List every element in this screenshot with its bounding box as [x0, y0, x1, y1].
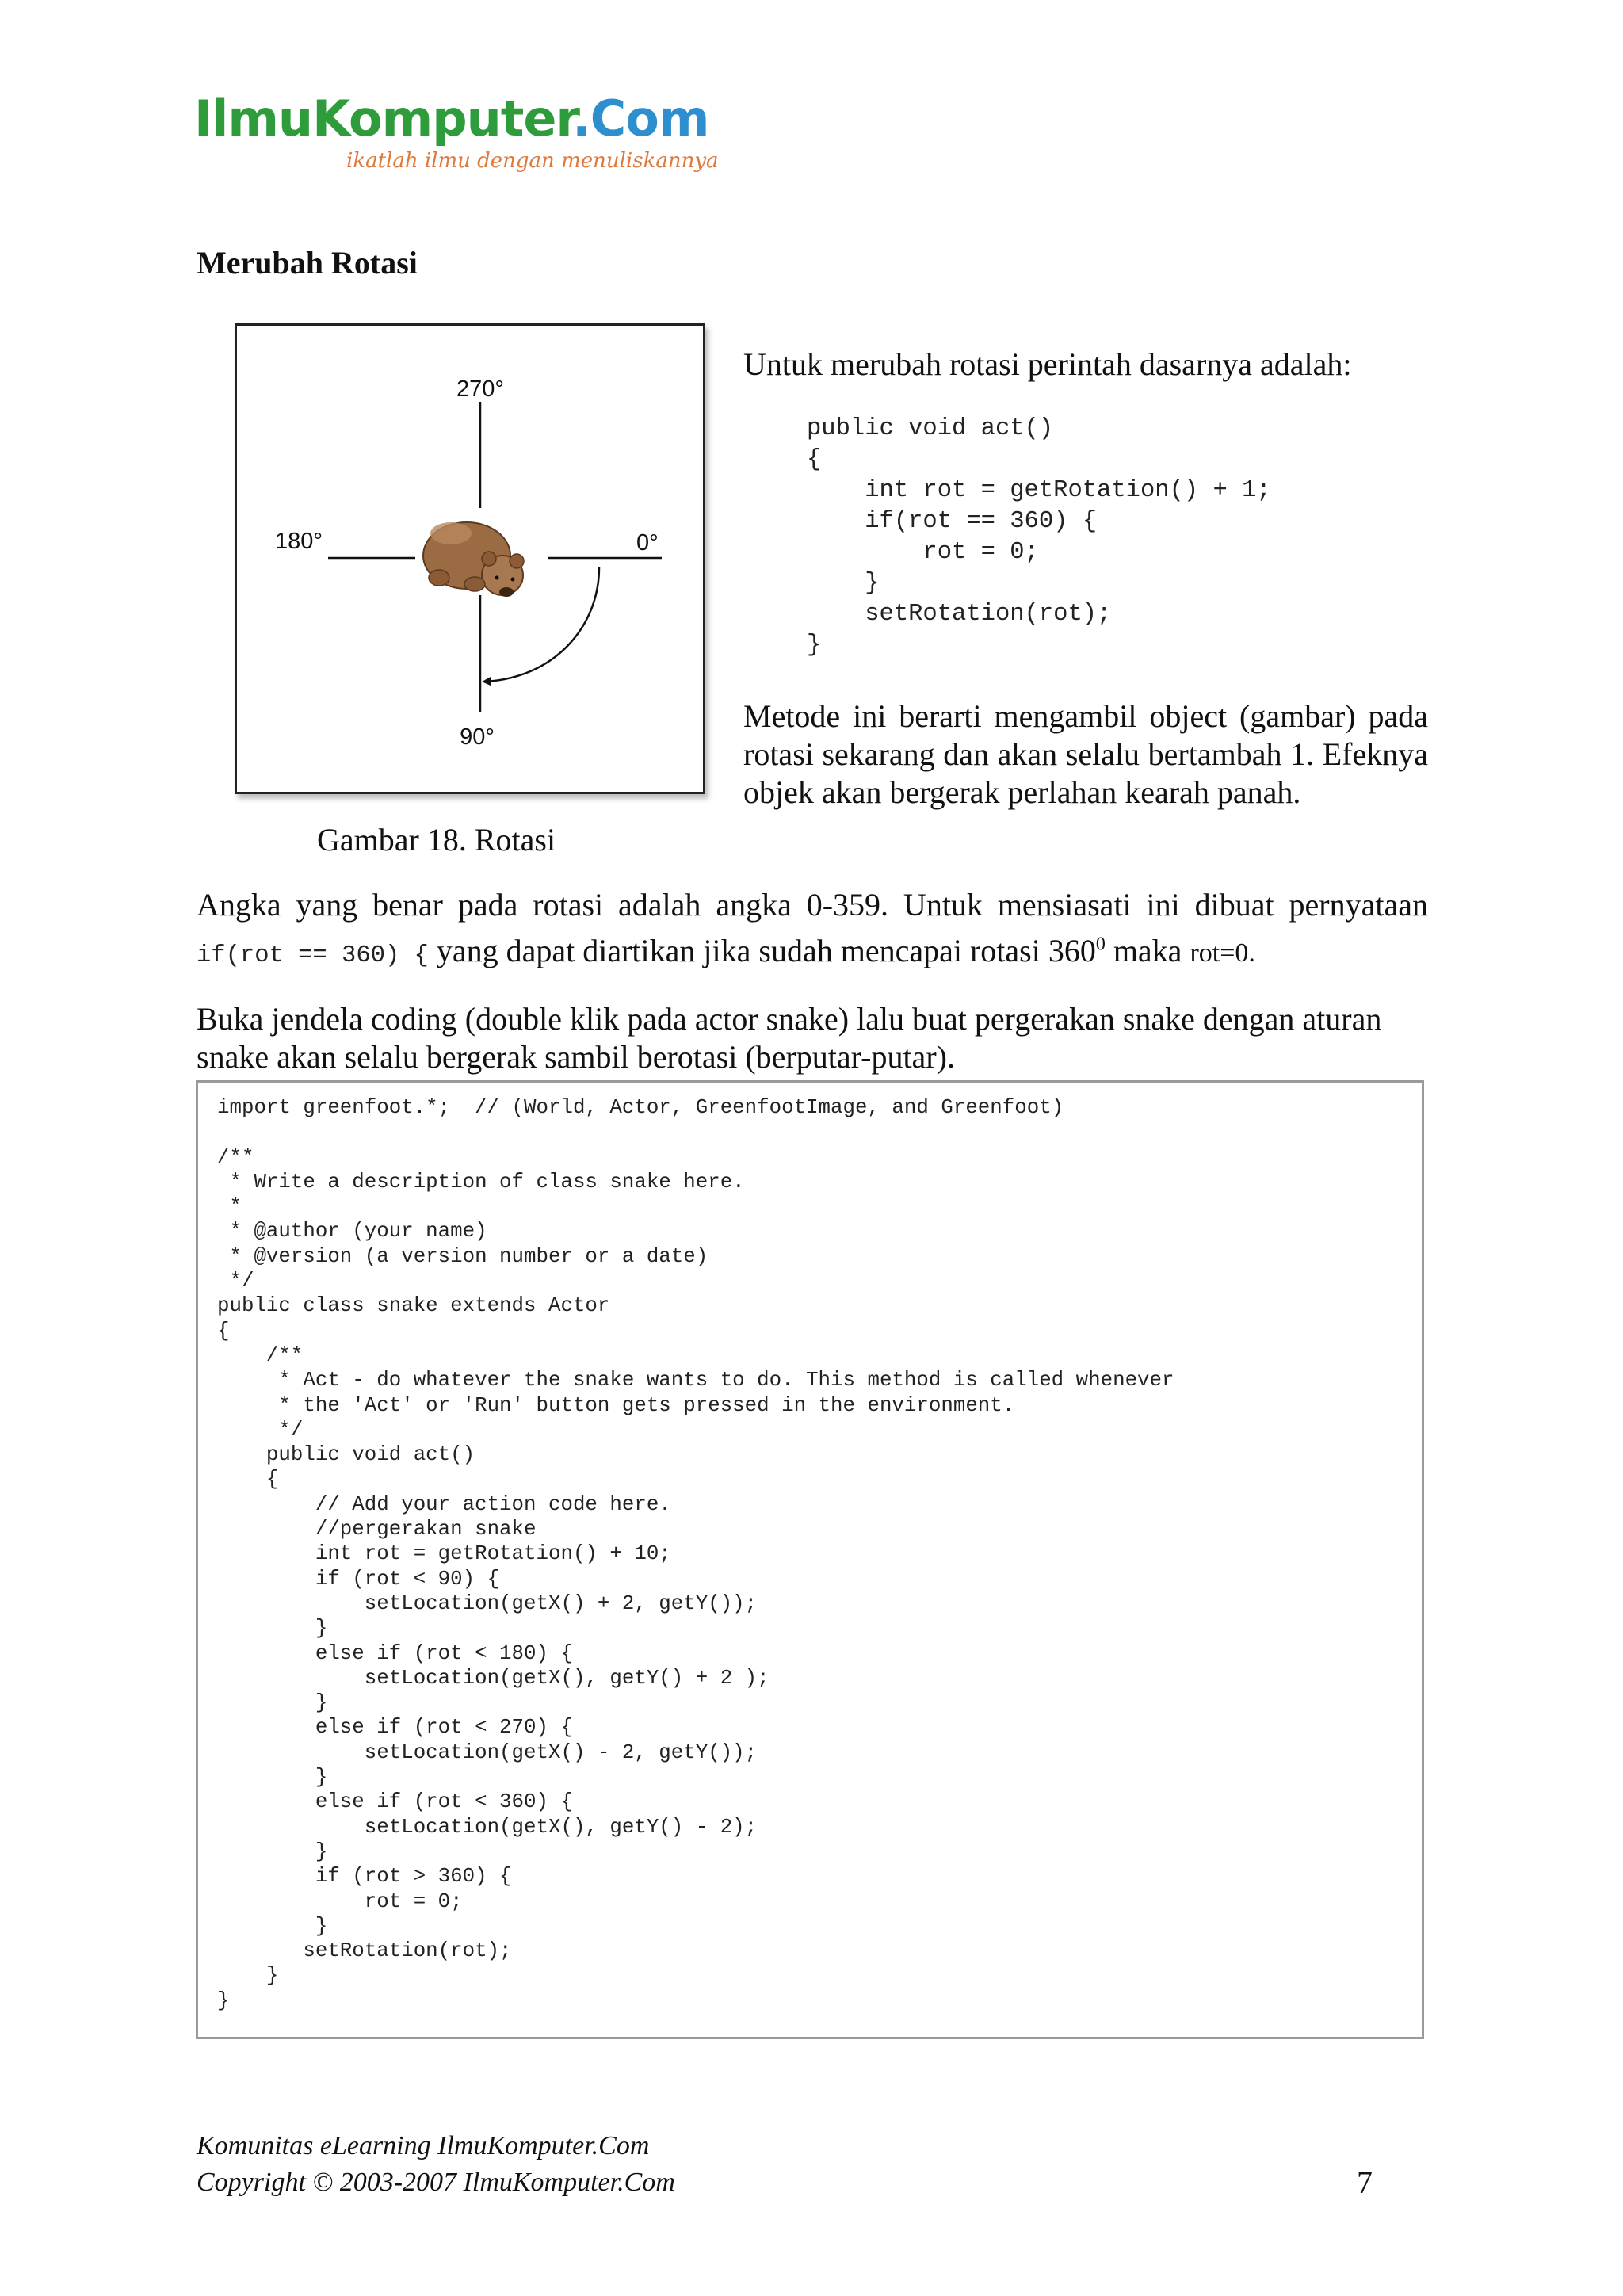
logo-wordmark-main: IlmuKomputer: [194, 90, 573, 147]
rotation-range-paragraph: [197, 885, 1428, 976]
rotation-range-text: Angka yang benar pada rotasi adalah angka 0-359. Untuk mensiasati ini dibuat pernyataan: [197, 887, 1428, 923]
method-explanation-paragraph: Metode ini berarti mengambil object (gambar) pada rotasi sekarang dan akan selalu bertambah 1. Efeknya objek akan bergerak perlahan kearah panah.: [743, 698, 1428, 810]
intro-text: Untuk merubah rotasi perintah dasarnya adalah:: [743, 346, 1352, 382]
label-0: 0°: [636, 530, 659, 556]
rotation-code-snippet: public void act() { int rot = getRotation() + 1; if(rot == 360) { rot = 0; } setRotation(rot); }: [807, 415, 1271, 659]
coding-instruction-paragraph: Buka jendela coding (double klik pada actor snake) lalu buat pergerakan snake dengan aturan snake akan selalu bergerak sambil berotasi (berputar-putar).: [197, 1001, 1382, 1075]
bear-icon: [423, 522, 524, 597]
label-90: 90°: [460, 724, 495, 750]
label-270: 270°: [456, 376, 504, 402]
figure-caption: Gambar 18. Rotasi: [317, 822, 556, 858]
section-title: Merubah Rotasi: [197, 245, 418, 281]
logo-wordmark: [194, 89, 708, 149]
rotation-range-text-3: maka: [1105, 933, 1190, 969]
degree-superscript: 0: [1095, 934, 1106, 955]
rot-reset-text: rot=0.: [1190, 938, 1255, 968]
inline-code: if(rot == 360) {: [197, 942, 429, 970]
label-180: 180°: [275, 529, 323, 554]
logo-tagline: ikatlah ilmu dengan menuliskannya: [346, 149, 719, 173]
snake-code-listing: import greenfoot.*; // (World, Actor, GreenfootImage, and Greenfoot) /** * Write a description of class snake here. * * @author (your name) * @version (a version number or a date) */ public class snake extends Actor { /** * Act - do whatever the snake wants to do. This method is called whenever * the 'Act' or 'Run' button gets pressed in the environment. */ public void act() { // Add your action code here. //pergerakan snake int rot = getRotation() + 10; if (rot < 90) { setLocation(getX() + 2, getY()); } else if (rot < 180) { setLocation(getX(), getY() + 2 ); } else if (rot < 270) { setLocation(getX() - 2, getY()); } else if (rot < 360) { setLocation(getX(), getY() - 2); } if (rot > 360) { rot = 0; } setRotation(rot); } }: [217, 1096, 1174, 2012]
site-logo: [194, 89, 719, 184]
rotation-range-line2: [197, 933, 1255, 968]
rotation-figure: [235, 323, 705, 794]
page-number: 7: [1357, 2164, 1373, 2200]
code-listing-box: [196, 1080, 1424, 2039]
footer-community: Komunitas eLearning IlmuKomputer.Com: [197, 2131, 650, 2160]
logo-wordmark-suffix: .Com: [572, 90, 709, 147]
rotation-range-text-2: yang dapat diartikan jika sudah mencapai rotasi 360: [428, 933, 1096, 969]
footer-copyright: Copyright © 2003-2007 IlmuKomputer.Com: [197, 2168, 675, 2197]
rotation-diagram: [237, 326, 703, 792]
